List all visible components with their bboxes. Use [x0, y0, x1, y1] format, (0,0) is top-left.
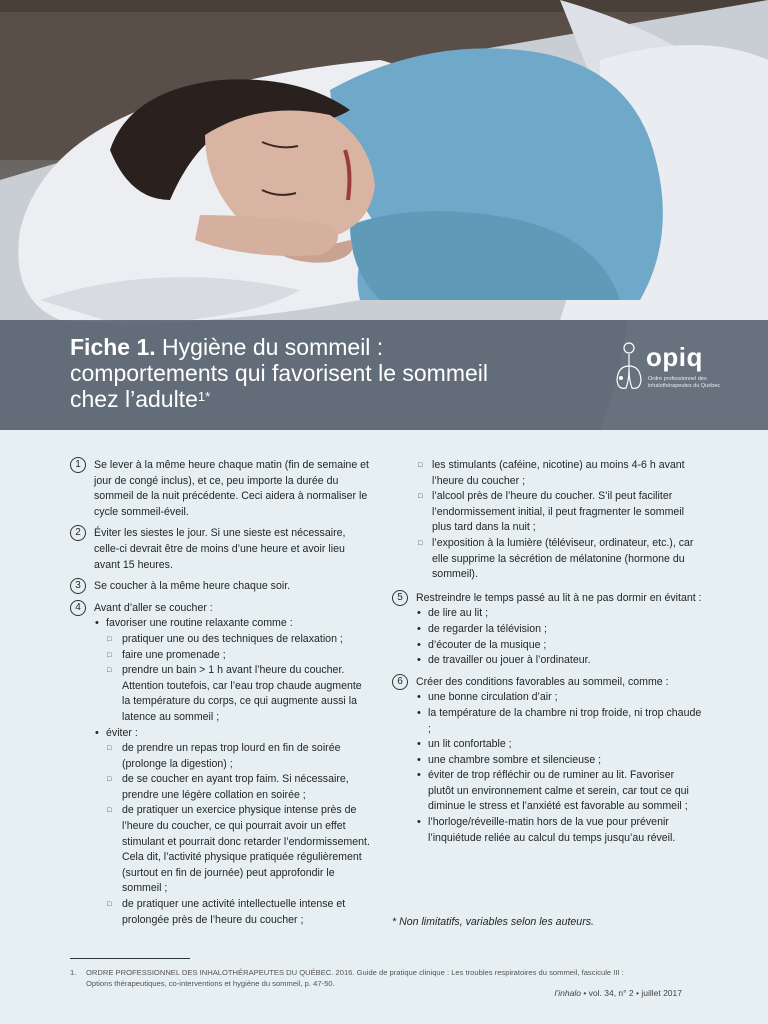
list-item-5	[392, 591, 702, 669]
list-item-4	[70, 601, 370, 928]
bullet: • une bonne circulation d’air ;	[416, 690, 702, 706]
bullet: • d’écouter de la musique ;	[416, 638, 702, 654]
sub-bullet: □ faire une promenade ;	[94, 648, 370, 664]
title-line2: comportements qui favorisent le sommeil	[70, 360, 488, 386]
footnote-text: ORDRE PROFESSIONNEL DES INHALOTHÉRAPEUTES DU QUÉBEC. 2016. Guide de pratique clinique : Les troubles respiratoires du sommeil, fascicule III : Options thérapeutiques, co-interventions et hygiène du sommeil, p. 47-50.	[86, 968, 624, 988]
list-item-3	[70, 579, 370, 595]
item-text: Restreindre le temps passé au lit à ne pas dormir en évitant :	[416, 591, 702, 604]
logo-word: opiq	[646, 342, 703, 372]
magazine-name: l’inhalo	[554, 988, 581, 998]
lungs-icon	[612, 340, 646, 400]
number-badge: 3	[70, 578, 86, 594]
number-badge: 4	[70, 600, 86, 616]
bullet: • éviter de trop réfléchir ou de ruminer au lit. Favoriser plutôt un environnement calme et serein, car tout ce qui diminue le stress et l’anxiété est favorable au sommeil ;	[416, 768, 702, 815]
bullet: • favoriser une routine relaxante comme :	[94, 616, 370, 632]
left-column	[70, 458, 370, 934]
sub-bullet: □ de prendre un repas trop lourd en fin de soirée (prolonge la digestion) ;	[94, 741, 370, 772]
footnote	[70, 967, 650, 989]
list-item-6	[392, 675, 702, 847]
title-line3: chez l’adulte	[70, 386, 198, 412]
sub-bullet: □ de se coucher en ayant trop faim. Si nécessaire, prendre une légère collation en soirée ;	[94, 772, 370, 803]
list-item-2	[70, 526, 370, 573]
title-bold: Fiche 1.	[70, 334, 156, 360]
issue-info: • vol. 34, n° 2 • juillet 2017	[580, 988, 682, 998]
list-item-1	[70, 458, 370, 520]
item-text: Se coucher à la même heure chaque soir.	[94, 580, 291, 593]
bullet: • un lit confortable ;	[416, 737, 702, 753]
bullet: • de travailler ou jouer à l’ordinateur.	[416, 653, 702, 669]
bullet: • de lire au lit ;	[416, 606, 702, 622]
right-column	[392, 458, 702, 852]
sub-bullet: □ les stimulants (caféine, nicotine) au moins 4-6 h avant l’heure du coucher ;	[418, 458, 702, 489]
sub-bullet: □ l’alcool près de l’heure du coucher. S’il peut faciliter l’endormissement initial, il peut fragmenter le sommeil plus tard dans la nuit ;	[418, 489, 702, 536]
bullet: • l’horloge/réveille-matin hors de la vue pour prévenir l’inquiétude reliée au calcul du temps jusqu’au réveil.	[416, 815, 702, 846]
item-text: Créer des conditions favorables au sommeil, comme :	[416, 675, 669, 688]
bullet: • une chambre sombre et silencieuse ;	[416, 753, 702, 769]
item-text: Se lever à la même heure chaque matin (fin de semaine et jour de congé inclus), et ce, peu importe la durée du sommeil de la nuit précédente. Ceci aidera à normaliser le cycle sommeil-éveil.	[94, 459, 369, 518]
sub-bullet: □ pratiquer une ou des techniques de relaxation ;	[94, 632, 370, 648]
footnote-number: 1.	[70, 968, 77, 977]
number-badge: 5	[392, 590, 408, 606]
bullet: • la température de la chambre ni trop froide, ni trop chaude ;	[416, 706, 702, 737]
page-title	[70, 334, 590, 412]
sub-bullet: □ de pratiquer un exercice physique intense près de l’heure du coucher, ce qui pourrait avoir un effet stimulant et pourrait donc retarder l’endormissement. Cela dit, l’activité physique pratiquée régulièrement (surtout en fin de journée) peut approfondir le sommeil ;	[94, 803, 370, 897]
hero-photo	[0, 0, 768, 430]
item-text: Éviter les siestes le jour. Si une sieste est nécessaire, celle-ci devrait être de moins d’une heure et avoir lieu avant 15 heures.	[94, 527, 346, 571]
sub-bullet: □ l’exposition à la lumière (téléviseur, ordinateur, etc.), car elle supprime la sécrétion de mélatonine (hormone du sommeil).	[418, 536, 702, 583]
sub-bullet: □ de pratiquer une activité intellectuelle intense et prolongée près de l’heure du coucher ;	[94, 897, 370, 928]
number-badge: 6	[392, 674, 408, 690]
item-text: Avant d’aller se coucher :	[94, 601, 213, 614]
footnote-divider	[70, 958, 190, 959]
logo-org: Ordre professionnel des inhalothérapeutes du Québec	[648, 376, 721, 389]
bullet: • de regarder la télévision ;	[416, 622, 702, 638]
sub-bullet: □ prendre un bain > 1 h avant l’heure du coucher. Attention toutefois, car l’eau trop chaude augmente la température du corps, ce qui augmente aussi la latence au sommeil ;	[94, 663, 370, 725]
title-line1: Hygiène du sommeil :	[155, 334, 384, 360]
page-info	[555, 988, 683, 998]
content-area	[0, 430, 768, 1024]
opiq-logo	[612, 340, 722, 410]
title-sup: 1*	[197, 389, 211, 404]
bullet: • éviter :	[94, 726, 370, 742]
footnote-asterisk: * Non limitatifs, variables selon les auteurs.	[392, 916, 594, 928]
number-badge: 1	[70, 457, 86, 473]
number-badge: 2	[70, 525, 86, 541]
